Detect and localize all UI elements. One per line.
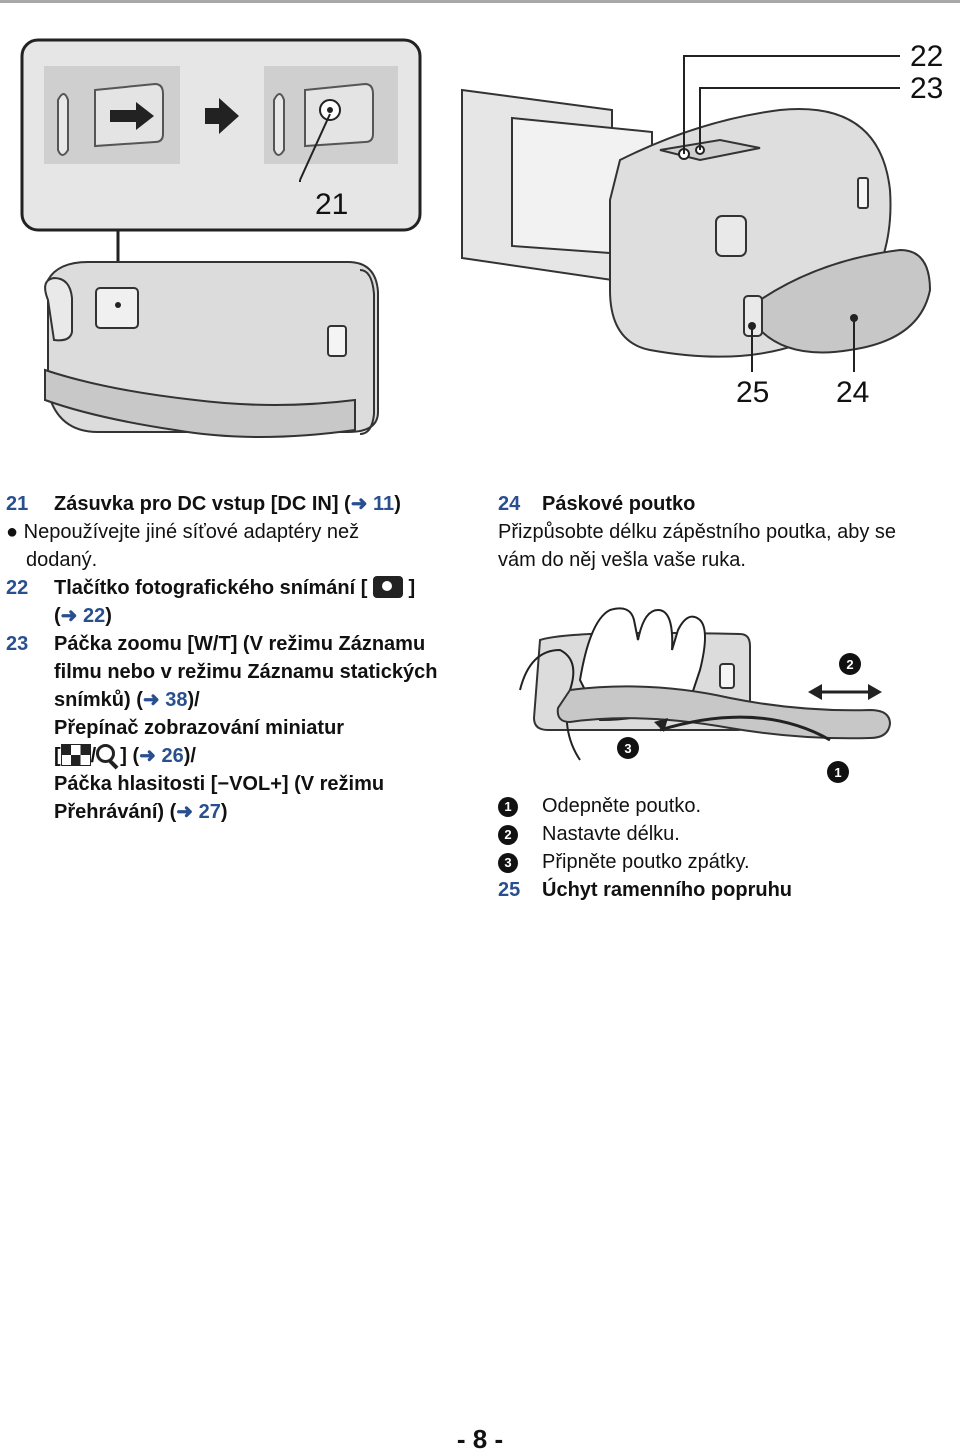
callout-25: 25 (736, 376, 770, 409)
svg-text:3: 3 (624, 741, 632, 756)
step-2: 2 Nastavte délku. (498, 820, 948, 848)
item-23-line2: filmu nebo v režimu Záznamu statických (54, 661, 438, 683)
callout-23: 23 (910, 72, 944, 105)
item-24-desc2: vám do něj vešla vaše ruka. (498, 549, 746, 571)
callout-21: 21 (315, 188, 349, 221)
item-24: 24 Páskové poutko (498, 493, 696, 515)
item-23-line7: Přehrávání) (➜ 27) (54, 801, 228, 823)
callout-22: 22 (910, 40, 944, 73)
item-25: 25 Úchyt ramenního popruhu (498, 879, 792, 901)
item-23-line5: [ / ] (➜ 26)/ (54, 745, 196, 767)
item-21: 21 Zásuvka pro DC vstup [DC IN] (➜ 11) (6, 493, 401, 515)
item-24-desc1: Přizpůsobte délku zápěstního poutka, aby se (498, 521, 897, 543)
bullet-note: ● Nepoužívejte jiné síťové adaptéry než (6, 521, 360, 543)
step-1: 1 Odepněte poutko. (498, 792, 948, 820)
item-23-line4: Přepínač zobrazování miniatur (54, 717, 345, 739)
page-number: - 8 - (456, 1424, 504, 1454)
item-22-ref: (➜ 22) (54, 605, 112, 627)
item-22: 22 Tlačítko fotografického snímání [ ] (6, 577, 416, 599)
item-23-line6: Páčka hlasitosti [−VOL+] (V režimu (54, 773, 385, 795)
callout-24: 24 (836, 376, 870, 409)
svg-text:1: 1 (834, 765, 842, 780)
bullet-note-cont: dodaný. (26, 549, 98, 571)
step-3: 3 Připněte poutko zpátky. (498, 848, 948, 876)
item-23: 23 Páčka zoomu [W/T] (V režimu Záznamu (6, 633, 426, 655)
item-23-line3: snímků) (➜ 38)/ (54, 689, 200, 711)
steps-list (498, 792, 948, 904)
svg-text:2: 2 (846, 657, 854, 672)
